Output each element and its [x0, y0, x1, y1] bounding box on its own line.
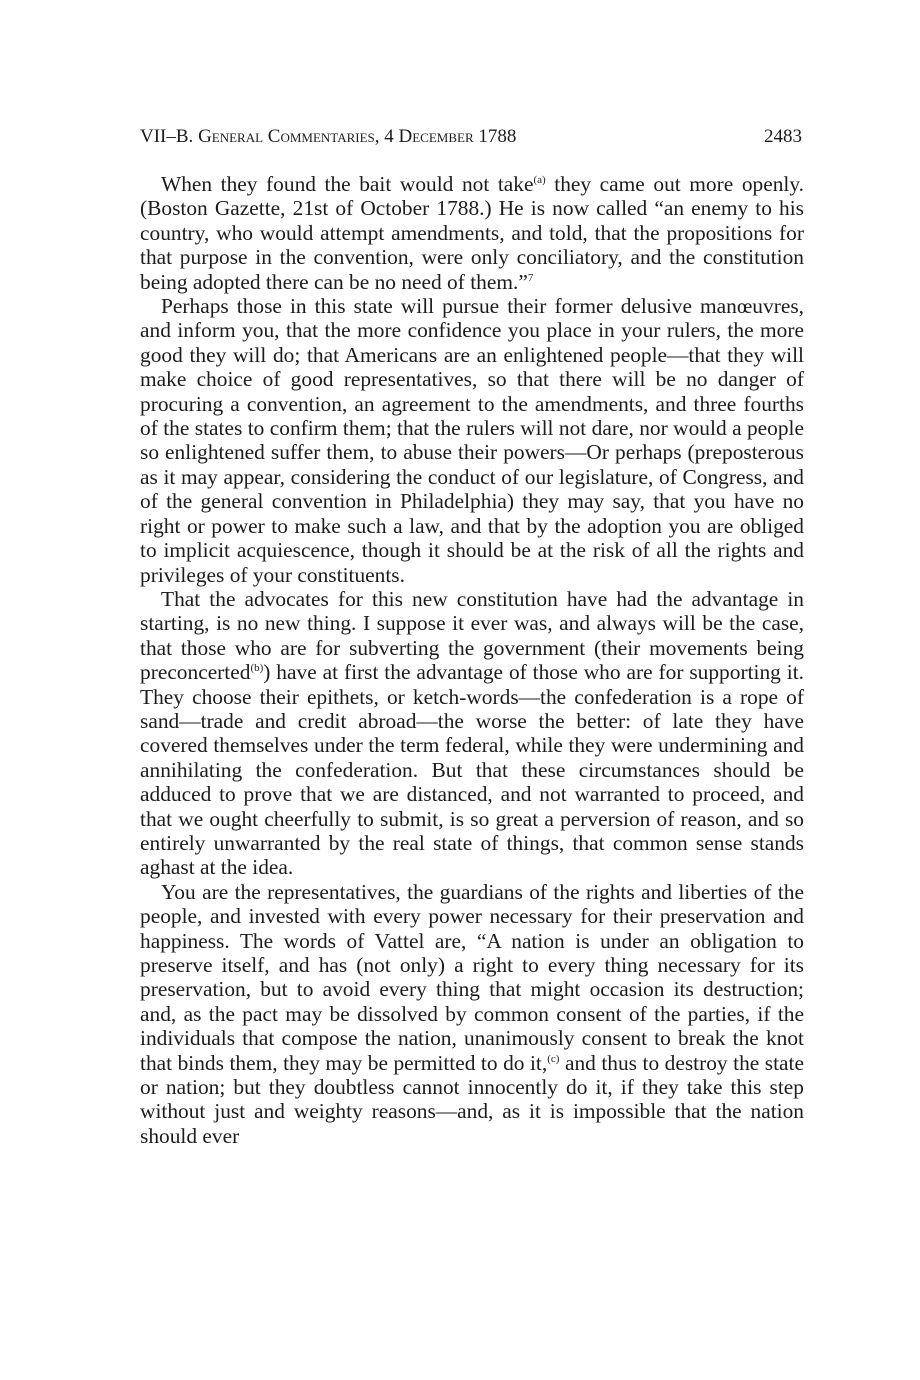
body-text: [140, 172, 804, 1148]
footnote-ref-b: (b): [250, 662, 264, 674]
running-head: [140, 124, 516, 150]
text-run: they came out more openly. (Boston Gazette, 21st of October 1788.) He is now called “an enemy to his country, who would attempt amendments, and told, that the propositions for that purpose in the convention, were only conciliatory, and the constitution being adopted there can be no need of them.”: [140, 172, 804, 294]
running-head-prefix: VII–B.: [140, 126, 199, 147]
footnote-ref-7: 7: [527, 271, 534, 284]
footnote-ref-a: (a): [533, 173, 546, 186]
page-number: 2483: [764, 126, 802, 147]
footnote-ref-c: (c): [547, 1052, 560, 1065]
paragraph-3: [140, 587, 804, 880]
text-run: ) have at first the advantage of those who are for supporting it. They choose their epithets, or ketch-words—the confederation is a rope of sand—trade and credit abroad—the worse the better: of late they have covered themselves under the term federal, while they were undermining and annihilating the confederation. But that these circumstances should be adduced to prove that we are distanced, and not warranted to proceed, and that we ought cheerfully to submit, is so great a perversion of reason, and so entirely unwarranted by the real state of things, that common sense stands aghast at the idea.: [140, 660, 804, 880]
text-run: Perhaps those in this state will pursue their former delusive manœuvres, and inform you, that the more confidence you place in your rulers, the more good they will do; that Americans are an enlightened people—that they will make choice of good representatives, so that there will be no danger of procuring a convention, an agreement to the amendments, and three fourths of the states to confirm them; that the rulers will not dare, nor would a people so enlightened suffer them, to abuse their powers—Or perhaps (preposterous as it may appear, considering the conduct of our legislature, of Congress, and of the general convention in Philadelphia) they may say, that you have no right or power to make such a law, and that by the adoption you are obliged to implicit acquiescence, though it should be at the risk of all the rights and privileges of your constituents.: [140, 294, 804, 587]
page-header: [140, 124, 802, 150]
paragraph-1: [140, 172, 804, 294]
running-head-year: 1788: [473, 126, 517, 147]
running-head-title: General Commentaries, 4 December: [198, 126, 474, 147]
text-run: When they found the bait would not take: [161, 172, 534, 196]
paragraph-4: [140, 880, 804, 1148]
text-run: and thus to destroy the state or nation; but they doubtless cannot innocently do it, if they take this step without just and weighty reasons—and, as it is impossible that the nation should ever: [140, 1050, 804, 1148]
paragraph-2: [140, 294, 804, 587]
text-run: That the advocates for this new constitution have had the advantage in starting, is no new thing. I suppose it ever was, and always will be the case, that those who are for subverting the government (their movements being preconcerted: [140, 586, 804, 685]
text-run: You are the representatives, the guardians of the rights and liberties of the people, and invested with every power necessary for their preservation and happiness. The words of Vattel are, “A nation is under an obligation to preserve itself, and has (not only) a right to every thing necessary for its preservation, but to avoid every thing that might occasion its destruction; and, as the pact may be dissolved by common consent of the parties, if the individuals that compose the nation, unanimously consent to break the knot that binds them, they may be permitted to do it,: [140, 879, 804, 1075]
